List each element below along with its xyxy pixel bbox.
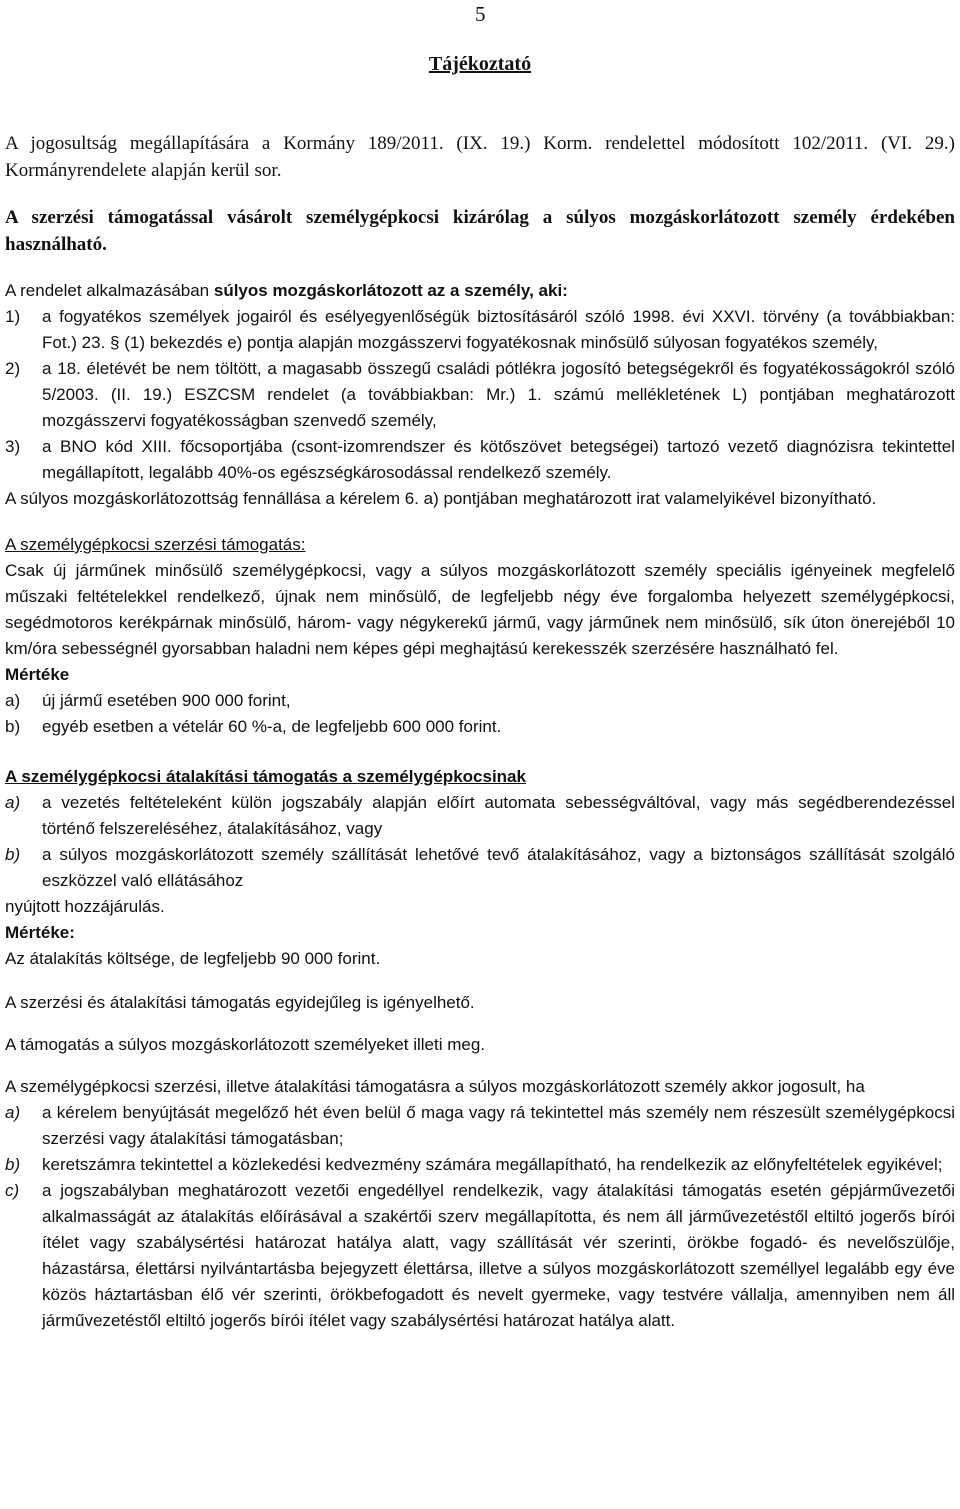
list-item-text: a vezetés feltételeként külön jogszabály alapján előírt automata sebességváltóval, vagy más segédberendezéssel történő felszereléséhez, átalakításához, vagy [42,793,955,838]
page-number: 5 [475,2,486,26]
purchase-body: Csak új járműnek minősülő személygépkocsi, vagy a súlyos mozgáskorlátozott személy speciális igényeinek megfelelő műszaki feltételekkel rendelkező, újnak nem minősülő, de legfeljebb négy éve forgalomba helyezett személygépkocsi, segédmotoros kerékpárnak minősülő, három- vagy négykerekű jármű, vagy járműnek nem minősülő, sík úton önerejéből 10 km/óra sebességnél gyorsabban haladni nem képes gépi meghajtású kerekesszék szerzésére használható fel. [5,561,955,658]
list-item-text: új jármű esetében 900 000 forint, [42,691,291,710]
definition-lead-bold: súlyos mozgáskorlátozott az a személy, aki: [213,281,568,300]
list-item-text: keretszámra tekintettel a közlekedési kedvezmény számára megállapítható, ha rendelkezik az előnyfeltételek egyikével; [42,1155,943,1174]
list-item-text: egyéb esetben a vételár 60 %-a, de legfeljebb 600 000 forint. [42,717,502,736]
list-item [5,1178,955,1334]
list-item [5,790,955,842]
list-item-label: a) [5,793,21,812]
list-item [5,304,955,356]
list-item-text: a súlyos mozgáskorlátozott személy szállítását lehetővé tevő átalakításához, vagy a biztonságos szállítását szolgáló eszközzel való ellátásához [42,845,955,890]
list-item-label: 3) [5,437,21,456]
list-item [5,688,955,714]
conversion-amount-text: Az átalakítás költsége, de legfeljebb 90 000 forint. [5,949,381,968]
page-title: Tájékoztató [428,53,532,75]
list-item [5,1100,955,1152]
list-item-text: a fogyatékos személyek jogairól és esélyegyenlőségük biztosításáról szóló 1998. évi XXVI. törvény (a továbbiakban: Fot.) 23. § (1) bekezdés e) pontja alapján mozgásszervi fogyatékosnak minősülő súlyosan fogyatékos személy, [42,307,955,352]
list-item-text: a BNO kód XIII. főcsoportjába (csont-izomrendszer és kötőszövet betegségei) tartozó vezető diagnózisra tekintettel megállapított, legalább 40%-os egészségkárosodással rendelkező személy. [42,437,955,482]
eligible-note: A támogatás a súlyos mozgáskorlátozott személyeket illeti meg. [5,1035,485,1054]
list-item [5,714,955,740]
purchase-amount-heading: Mértéke [5,665,70,684]
document-body [5,130,955,1334]
list-item-text: a kérelem benyújtását megelőző hét éven belül ő maga vagy rá tekintettel más személy nem részesült személygépkocsi szerzési vagy átalakítási támogatásban; [42,1103,955,1148]
definition-lead [5,278,955,304]
usage-notice: A szerzési támogatással vásárolt személygépkocsi kizárólag a súlyos mozgáskorlátozott személy érdekében használható. [5,207,955,255]
intro-paragraph: A jogosultság megállapítására a Kormány 189/2011. (IX. 19.) Korm. rendelettel módosított 102/2011. (VI. 29.) Kormányrendelete alapján kerül sor. [5,133,955,181]
conversion-heading: A személygépkocsi átalakítási támogatás a személygépkocsinak [5,767,526,786]
definition-closing: A súlyos mozgáskorlátozottság fennállása a kérelem 6. a) pontjában meghatározott irat valamelyikével bizonyítható. [5,489,877,508]
list-item [5,434,955,486]
list-item-label: b) [5,717,21,736]
purchase-heading: A személygépkocsi szerzési támogatás: [5,535,306,554]
both-note: A szerzési és átalakítási támogatás egyidejűleg is igényelhető. [5,993,475,1012]
list-item-label: b) [5,1155,21,1174]
definition-section [5,278,955,512]
conversion-amount-heading: Mértéke: [5,923,75,942]
list-item-text: a 18. életévét be nem töltött, a magasabb összegű családi pótlékra jogosító betegségekről és fogyatékosságokról szóló 5/2003. (II. 19.) ESZCSM rendelet (a továbbiakban: Mr.) 1. számú mellékletének L) pontjában meghatározott mozgásszervi fogyatékosságban szenvedő személy, [42,359,955,430]
conversion-tail: nyújtott hozzájárulás. [5,897,165,916]
list-item [5,1152,955,1178]
list-item-label: a) [5,1103,21,1122]
list-item-label: 1) [5,307,21,326]
list-item-label: a) [5,691,21,710]
conversion-section [5,764,955,972]
eligibility-lead: A személygépkocsi szerzési, illetve átalakítási támogatásra a súlyos mozgáskorlátozott személy akkor jogosult, ha [5,1077,865,1096]
purchase-section [5,532,955,740]
list-item [5,842,955,894]
definition-lead-plain: A rendelet alkalmazásában [5,281,214,300]
list-item [5,356,955,434]
eligibility-section [5,1074,955,1334]
list-item-label: c) [5,1181,20,1200]
list-item-label: b) [5,845,21,864]
list-item-label: 2) [5,359,21,378]
list-item-text: a jogszabályban meghatározott vezetői engedéllyel rendelkezik, vagy átalakítási támogatás esetén gépjárművezetői alkalmasságát az átalakítás előírásával a szakértői szerv megállapította, és nem áll járművezetéstől eltiltó jogerős bírói ítélet vagy szabálysértési határozat hatálya alatt, vagy szállítását vér szerinti, örökbe fogadó- és nevelőszülője, házastársa, élettársi nyilvántartásba bejegyzett élettársa, illetve a súlyos mozgáskorlátozott személlyel legalább egy éve közös háztartásban élő vér szerinti, örökbefogadott és nevelt gyermeke, vagy testvére vállalja, amennyiben nem áll járművezetéstől eltiltó jogerős bírói ítélet vagy szabálysértési határozat hatálya alatt. [42,1181,955,1330]
